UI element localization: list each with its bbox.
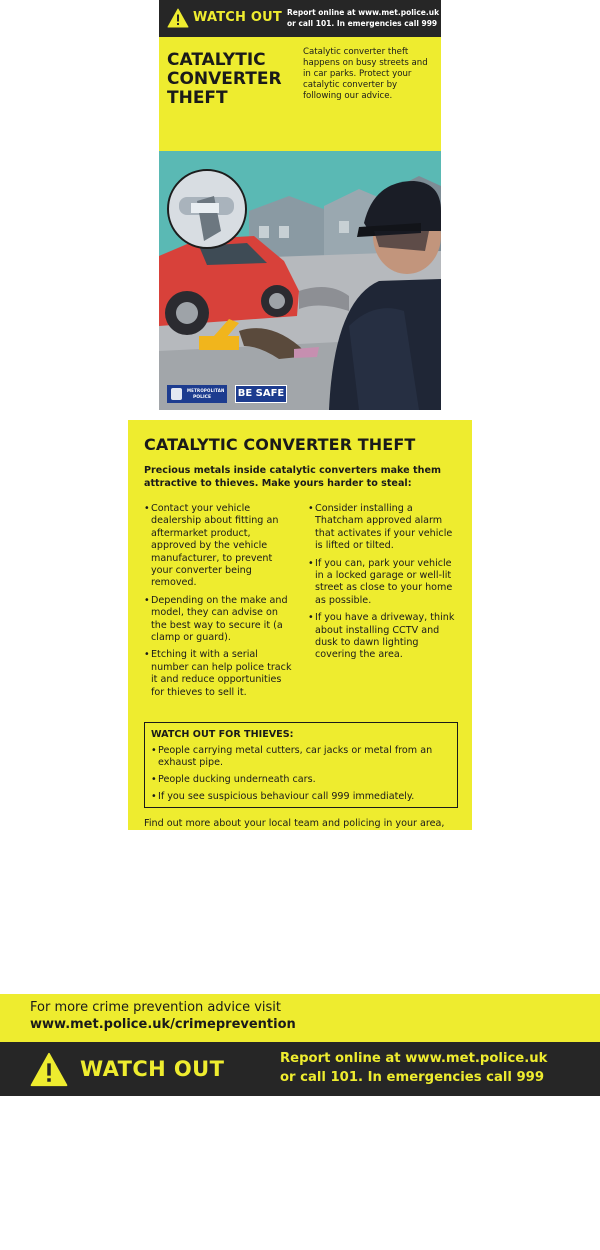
be-safe-logo: BE SAFE (235, 385, 287, 403)
advice-list-left (144, 503, 296, 704)
watch-out-band (0, 1042, 600, 1096)
police-crest-icon (171, 388, 182, 400)
poster (159, 0, 441, 410)
info-card (128, 420, 472, 830)
list-item: • People ducking underneath cars. (151, 774, 451, 786)
poster-title (167, 51, 297, 108)
poster-title-line: THEFT (167, 88, 228, 108)
report-line-2: or call 101. In emergencies call 999 (287, 18, 438, 28)
report-line-2: or call 101. In emergencies call 999 (280, 1070, 545, 1085)
list-item: • If you can, park your vehicle in a locked garage or well-lit street as close to your home as possible. (308, 558, 458, 608)
find-out-more-text: Find out more about your local team and policing in your area, (144, 818, 445, 829)
watch-out-label: WATCH OUT (80, 1057, 225, 1081)
list-item: • Depending on the make and model, they can advise on the best way to secure it (a clamp or guard). (144, 595, 296, 645)
report-line-1: Report online at www.met.police.uk (287, 8, 440, 17)
watch-out-label: WATCH OUT (193, 10, 282, 25)
crime-prevention-band (0, 994, 600, 1042)
list-item: • If you see suspicious behaviour call 999 immediately. (151, 791, 451, 803)
warning-triangle-icon (167, 8, 189, 28)
report-line-1: Report online at www.met.police.uk (280, 1051, 548, 1066)
list-item: • If you have a driveway, think about installing CCTV and dusk to dawn lighting covering the area. (308, 612, 458, 662)
thieves-heading: WATCH OUT FOR THIEVES: (151, 729, 294, 740)
report-info (287, 8, 439, 29)
poster-intro-text: Catalytic converter theft happens on busy streets and in car parks. Protect your catalytic converter by following our advice. (303, 47, 428, 101)
card-title: CATALYTIC CONVERTER THEFT (144, 435, 416, 454)
list-item: • Contact your vehicle dealership about fitting an aftermarket product, approved by the vehicle manufacturer, to prevent your converter being removed. (144, 503, 296, 590)
crime-prevention-link[interactable]: www.met.police.uk/crimeprevention (30, 1017, 296, 1032)
metropolitan-police-logo: METROPOLITAN POLICE (167, 385, 227, 403)
list-item: • Consider installing a Thatcham approved alarm that activates if your vehicle is lifted or tilted. (308, 503, 458, 553)
thieves-list (151, 745, 451, 808)
theft-illustration (159, 151, 441, 410)
advice-list-right (308, 503, 458, 667)
card-lead-text: Precious metals inside catalytic converters make them attractive to thieves. Make yours harder to steal: (144, 465, 441, 489)
poster-header-bar (159, 0, 441, 37)
watch-out-for-thieves-box (144, 722, 458, 808)
warning-triangle-icon (26, 1052, 72, 1087)
advice-line-1: For more crime prevention advice visit (30, 1000, 282, 1015)
list-item: • Etching it with a serial number can help police track it and reduce opportunities for thieves to sell it. (144, 649, 296, 699)
poster-title-line: CONVERTER (167, 69, 282, 89)
list-item: • People carrying metal cutters, car jacks or metal from an exhaust pipe. (151, 745, 451, 769)
poster-title-line: CATALYTIC (167, 50, 266, 70)
